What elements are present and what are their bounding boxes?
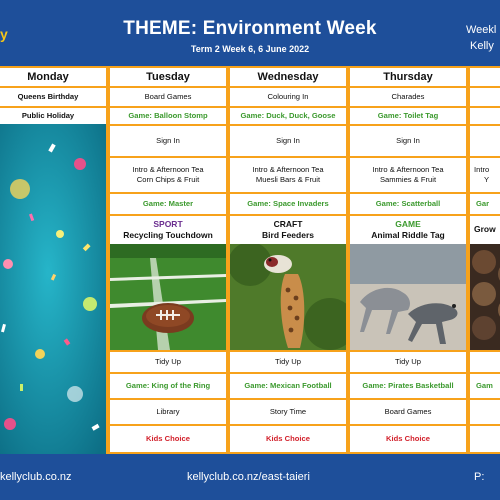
thursday-column [348, 66, 468, 454]
friday-game-2 [470, 194, 500, 214]
page-subtitle: Term 2 Week 6, 6 June 2022 [190, 44, 310, 54]
wednesday-tea-food: Muesli Bars & Fruit [255, 175, 321, 184]
friday-game-3-text: Gam [476, 380, 493, 390]
thursday-tea-title: Intro & Afternoon Tea [372, 164, 444, 174]
tuesday-tidy-up [110, 352, 226, 372]
wednesday-game-3 [230, 374, 346, 398]
tuesday-tidy-text: Tidy Up [155, 356, 181, 366]
friday-row-later [470, 400, 500, 424]
tuesday-label: Tuesday [146, 70, 190, 83]
friday-row-3 [470, 126, 500, 156]
wednesday-game-1 [230, 108, 346, 124]
wednesday-activity-title [230, 216, 346, 244]
thursday-signin [350, 126, 466, 156]
thursday-header [350, 68, 466, 86]
tuesday-later-text: Library [156, 406, 180, 416]
tuesday-tea-title: Intro & Afternoon Tea [132, 164, 204, 174]
thursday-signin-text: Sign In [396, 135, 420, 145]
page-title: THEME: Environment Week [123, 18, 377, 39]
bird-feeder-image [230, 244, 346, 350]
thursday-game-1 [350, 108, 466, 124]
thursday-game-2 [350, 194, 466, 214]
thursday-game-3-text: Game: Pirates Basketball [362, 380, 454, 390]
wednesday-kids-choice [230, 426, 346, 452]
tuesday-game-1 [110, 108, 226, 124]
friday-activity-title [470, 216, 500, 244]
monday-holiday-name [0, 88, 106, 106]
footer-bar [0, 454, 500, 500]
footer-branch-link[interactable]: kellyclub.co.nz/east-taieri [187, 471, 310, 483]
wednesday-kids-choice-text: Kids Choice [266, 433, 310, 443]
wednesday-label: Wednesday [257, 70, 319, 83]
thursday-kids-choice-text: Kids Choice [386, 433, 430, 443]
wednesday-early-activity [230, 88, 346, 106]
friday-game-2-text: Gar [476, 198, 490, 208]
wednesday-signin [230, 126, 346, 156]
tuesday-activity-title [110, 216, 226, 244]
friday-row-choice [470, 426, 500, 452]
thursday-tidy-up [350, 352, 466, 372]
wednesday-game-3-text: Game: Mexican Football [244, 380, 332, 390]
footer-website[interactable]: kellyclub.co.nz [0, 471, 72, 483]
tuesday-game-2 [110, 194, 226, 214]
wednesday-tea-title: Intro & Afternoon Tea [252, 164, 324, 174]
tuesday-tea [110, 158, 226, 192]
friday-activity-name: Grow [474, 224, 496, 235]
tuesday-later-activity [110, 400, 226, 424]
timetable-grid [0, 66, 500, 454]
tuesday-signin [110, 126, 226, 156]
monday-label: Monday [27, 70, 69, 83]
friday-row-1 [470, 88, 500, 106]
thursday-early-activity-text: Charades [391, 91, 425, 101]
monday-public-holiday [0, 108, 106, 124]
tuesday-game-2-text: Game: Master [142, 198, 194, 208]
thursday-early-activity [350, 88, 466, 106]
friday-column [468, 66, 500, 454]
tuesday-header [110, 68, 226, 86]
friday-image [470, 244, 500, 350]
wednesday-later-activity [230, 400, 346, 424]
thursday-later-text: Board Games [384, 406, 432, 416]
wednesday-tidy-text: Tidy Up [275, 356, 301, 366]
thursday-later-activity [350, 400, 466, 424]
wednesday-tidy-up [230, 352, 346, 372]
tuesday-kids-choice-text: Kids Choice [146, 433, 190, 443]
thursday-tidy-text: Tidy Up [395, 356, 421, 366]
tuesday-game-3-text: Game: King of the Ring [125, 380, 211, 390]
footer-phone: P: [474, 471, 485, 483]
tuesday-early-activity-text: Board Games [144, 91, 192, 101]
tuesday-kids-choice [110, 426, 226, 452]
monday-column [0, 66, 108, 454]
thursday-game-1-text: Game: Toilet Tag [377, 110, 439, 120]
thursday-tea-food: Sammies & Fruit [379, 175, 437, 184]
friday-tea [470, 158, 500, 192]
thursday-game-2-text: Game: Scatterball [375, 198, 441, 208]
confetti-image [0, 124, 106, 454]
thursday-activity-type: GAME [395, 218, 421, 229]
tuesday-activity-name: Recycling Touchdown [123, 230, 213, 240]
tuesday-column [108, 66, 228, 454]
greyhounds-image [350, 244, 466, 350]
wednesday-signin-text: Sign In [276, 135, 300, 145]
tuesday-game-3 [110, 374, 226, 398]
wednesday-game-2-text: Game: Space Invaders [247, 198, 329, 208]
wednesday-early-activity-text: Colouring In [267, 91, 309, 101]
wednesday-activity-type: CRAFT [273, 218, 303, 229]
thursday-kids-choice [350, 426, 466, 452]
wednesday-activity-name: Bird Feeders [262, 230, 314, 240]
friday-row-2 [470, 108, 500, 124]
thursday-activity-name: Animal Riddle Tag [371, 230, 445, 240]
friday-header [470, 68, 500, 86]
wednesday-later-text: Story Time [269, 406, 307, 416]
monday-public-holiday-text: Public Holiday [21, 110, 75, 120]
tuesday-activity-type: SPORT [153, 218, 183, 229]
tuesday-early-activity [110, 88, 226, 106]
thursday-game-3 [350, 374, 466, 398]
header-bar [0, 0, 500, 66]
wednesday-game-1-text: Game: Duck, Duck, Goose [240, 110, 336, 120]
monday-holiday-text: Queens Birthday [17, 91, 79, 101]
wednesday-tea [230, 158, 346, 192]
wednesday-column [228, 66, 348, 454]
header-right-top: Weekl [466, 24, 497, 36]
header-right-bottom: Kelly [470, 40, 494, 52]
tuesday-signin-text: Sign In [156, 135, 180, 145]
tuesday-tea-food: Corn Chips & Fruit [136, 175, 200, 184]
wednesday-header [230, 68, 346, 86]
thursday-label: Thursday [383, 70, 433, 83]
wednesday-game-2 [230, 194, 346, 214]
friday-tea-food: Y [484, 175, 490, 184]
logo-fragment: y [0, 26, 8, 42]
tuesday-game-1-text: Game: Balloon Stomp [128, 110, 208, 120]
monday-header [0, 68, 106, 86]
friday-row-tidy [470, 352, 500, 372]
thursday-activity-title [350, 216, 466, 244]
friday-game-3 [470, 374, 500, 398]
football-image [110, 244, 226, 350]
friday-tea-title: Intro [474, 164, 490, 174]
thursday-tea [350, 158, 466, 192]
